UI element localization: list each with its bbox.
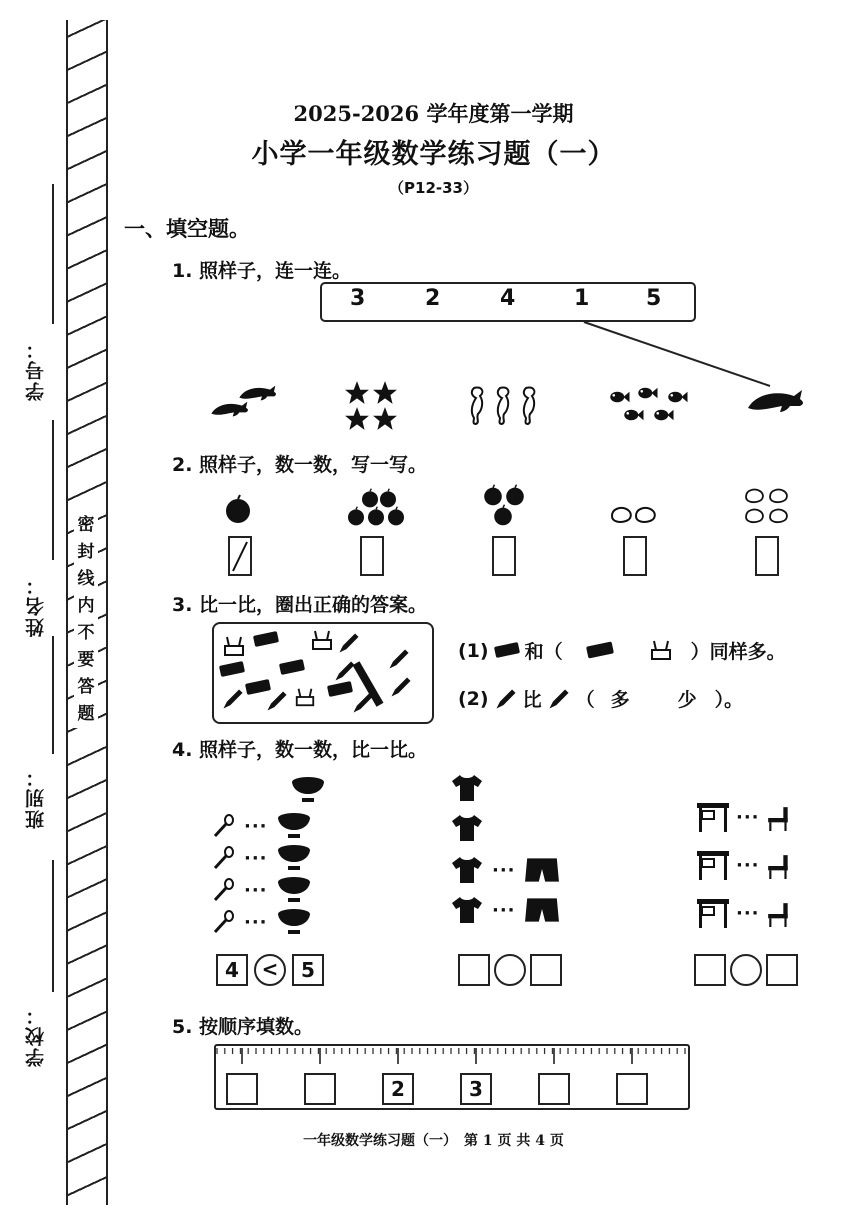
q4-pair: ··· [696,896,792,930]
pencil-icon [493,686,519,712]
q3-title: 3. 比一比，圈出正确的答案。 [172,594,428,616]
class-label: 班别： [25,766,47,829]
q4-example-right: 5 [292,954,324,986]
apple-icon [480,484,528,528]
chair-icon [766,899,792,927]
dolphin-icon [746,380,808,422]
q5-answer-box[interactable] [226,1073,258,1105]
chair-icon [766,851,792,879]
q1-number[interactable]: 4 [500,286,516,311]
pencil-icon [546,686,572,712]
q1-number[interactable]: 1 [574,286,590,311]
q5-given-number: 2 [382,1073,414,1105]
shorts-icon [524,856,560,884]
desk-icon [696,848,730,882]
spoon-icon [212,878,236,902]
q4-pair: ··· [450,854,560,886]
q4-pair: ··· [450,894,560,926]
shirt-icon [450,772,484,808]
q4-pair: ··· [696,848,792,882]
chair-icon [766,803,792,831]
q5-title: 5. 按顺序填数。 [172,1016,314,1038]
seal-notice: 密 封 线 内 不 要 答 题 [74,512,98,728]
shirt-icon [450,812,484,848]
page-footer: 一年级数学练习题（一） 第 1 页 共 4 页 [303,1133,564,1149]
peach-icon [608,502,660,528]
q4-pair: ··· [212,876,312,904]
q5-answer-box[interactable] [616,1073,648,1105]
q5-given-number: 3 [460,1073,492,1105]
q1-number[interactable]: 3 [350,286,366,311]
class-field[interactable] [52,636,54,754]
spoon-icon [212,814,236,838]
q3-option-less[interactable]: 少 [677,689,697,711]
desk-icon [696,800,730,834]
q3-option-more[interactable]: 多 [610,689,630,711]
q5-answer-box[interactable] [538,1073,570,1105]
school-label: 学校： [25,1004,47,1067]
eraser-icon[interactable] [585,640,615,662]
q3-part1: (1) 和（ ）同样多。 [458,639,786,663]
q4-answer-box[interactable] [766,954,798,986]
q4-answer-box[interactable] [530,954,562,986]
spoon-icon [212,910,236,934]
q4-example-left: 4 [216,954,248,986]
peach-icon [742,484,792,528]
q2-answer-box[interactable] [360,536,384,576]
spoon-icon [212,846,236,870]
q4-answer-circle[interactable] [730,954,762,986]
eraser-icon [493,641,521,661]
q2-answer-box[interactable] [228,536,252,576]
binder-clip-icon[interactable] [649,638,675,664]
q4-answer-box[interactable] [694,954,726,986]
bowl-icon [290,776,326,808]
school-year: 2025-2026 学年度第一学期 [293,101,574,126]
q2-answer-box[interactable] [755,536,779,576]
shirt-icon [450,894,484,926]
q4-pair: ··· [212,844,312,872]
q4-answer-circle[interactable] [494,954,526,986]
section-title: 一、填空题。 [124,217,250,241]
q2-answer-box[interactable] [623,536,647,576]
q1-title: 1. 照样子，连一连。 [172,260,352,282]
bowl-icon [276,876,312,904]
q4-answer-box[interactable] [458,954,490,986]
q4-title: 4. 照样子，数一数，比一比。 [172,739,428,761]
student-no-label: 学号： [25,338,47,401]
apple-icon [220,492,256,526]
fish-icon [606,384,696,430]
dolphin-icon [210,380,280,430]
bowl-icon [276,844,312,872]
shorts-icon [524,896,560,924]
q3-picture-frame [212,622,434,724]
name-label: 姓名： [25,574,47,637]
shirt-icon [450,854,484,886]
desk-icon [696,896,730,930]
q1-number[interactable]: 5 [646,286,662,311]
seahorse-icon [464,382,544,432]
q3-part2: (2) 比 （ 多 少 ）。 [458,685,743,712]
q2-answer-box[interactable] [492,536,516,576]
q1-example-line [0,0,867,460]
q2-example-mark [230,538,250,574]
star-icon [342,378,402,434]
bowl-icon [276,908,312,936]
q4-pair: ··· [212,908,312,936]
q1-number[interactable]: 2 [425,286,441,311]
apple-icon [344,488,406,528]
q4-pair: ··· [212,812,312,840]
bowl-icon [276,812,312,840]
page-range: （P12-33） [389,179,478,197]
q5-answer-box[interactable] [304,1073,336,1105]
q2-title: 2. 照样子，数一数，写一写。 [172,454,428,476]
q4-pair: ··· [696,800,792,834]
page-title: 小学一年级数学练习题（一） [251,139,616,170]
q4-example-sign: < [254,954,286,986]
school-field[interactable] [52,860,54,992]
